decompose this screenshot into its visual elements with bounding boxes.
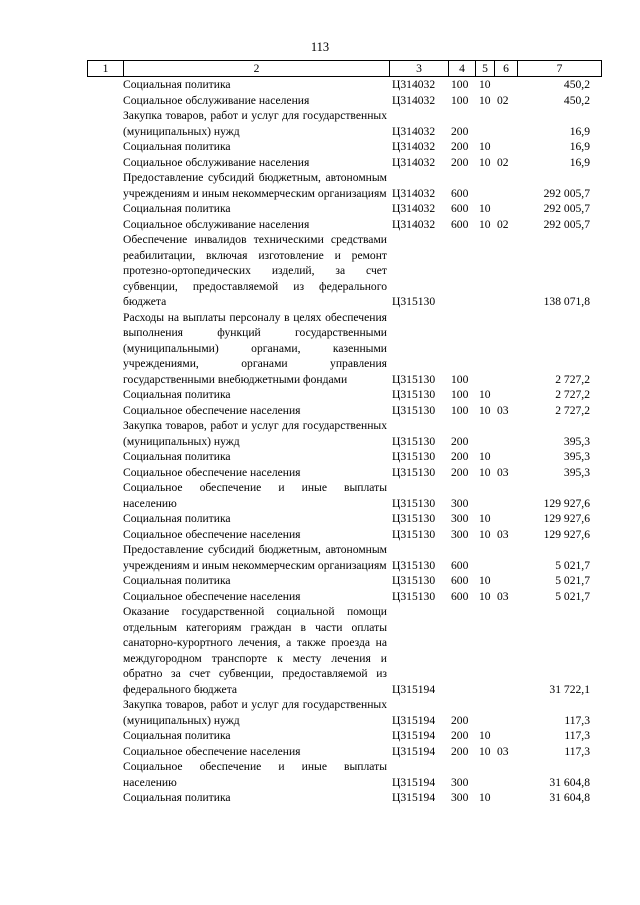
row-code: Ц315130 (392, 388, 436, 401)
row-amount: 395,3 (563, 434, 590, 448)
row-code: Ц315130 (392, 295, 436, 308)
row-code: Ц315130 (392, 558, 436, 572)
row-name: Социальное обслуживание населения (123, 217, 310, 231)
row-name: Социальное обеспечение населения (123, 589, 301, 603)
row-name: Социальная политика (123, 574, 231, 587)
table-row (87, 310, 602, 388)
row-name: Социальное обеспечение населения (123, 465, 301, 479)
table-row (87, 449, 602, 465)
row-name: Расходы на выплаты персоналу в целях обеспечения выполнения функций государственными (муниципальными) органами, казенными учреждениями, органами управления государственными внебюджетными фондами (123, 310, 387, 386)
row-name: Социальная политика (123, 78, 231, 91)
table-row (87, 465, 602, 481)
table-row (87, 108, 602, 139)
row-name: Социальная политика (123, 450, 231, 463)
row-type: 600 (451, 217, 469, 231)
row-code: Ц314032 (392, 140, 436, 153)
row-amount: 395,3 (563, 465, 590, 479)
row-amount: 129 927,6 (543, 512, 590, 525)
table-row (87, 744, 602, 760)
row-type: 100 (451, 93, 469, 107)
row-subsection: 02 (497, 217, 509, 231)
row-amount: 2 727,2 (555, 403, 590, 417)
row-type: 200 (451, 124, 469, 138)
header-col-1: 1 (87, 61, 123, 76)
row-code: Ц315194 (392, 775, 436, 789)
row-name: Закупка товаров, работ и услуг для государственных (муниципальных) нужд (123, 109, 387, 138)
row-amount: 5 021,7 (555, 558, 590, 572)
row-type: 300 (451, 527, 469, 541)
row-code: Ц315130 (392, 403, 436, 417)
row-section: 10 (479, 791, 491, 804)
table-row (87, 573, 602, 589)
row-section: 10 (479, 202, 491, 215)
row-name: Обеспечение инвалидов техническими средствами реабилитации, включая изготовление и ремонт протезно-ортопедических изделий, за счет субвенции, предоставляемой из федерального бюджета (123, 233, 387, 308)
row-subsection: 03 (497, 589, 509, 603)
row-name: Социальное обслуживание населения (123, 93, 310, 107)
row-amount: 129 927,6 (543, 527, 590, 541)
table-row (87, 155, 602, 171)
row-name: Закупка товаров, работ и услуг для государственных (муниципальных) нужд (123, 698, 387, 727)
row-section: 10 (479, 403, 491, 417)
row-section: 10 (479, 388, 491, 401)
table-row (87, 77, 602, 93)
row-type: 200 (451, 713, 469, 727)
row-section: 10 (479, 527, 491, 541)
row-amount: 31 722,1 (549, 682, 590, 696)
table-row (87, 217, 602, 233)
row-amount: 31 604,8 (549, 775, 590, 789)
row-section: 10 (479, 465, 491, 479)
row-name: Социальное обеспечение населения (123, 744, 301, 758)
row-subsection: 03 (497, 527, 509, 541)
row-section: 10 (479, 589, 491, 603)
row-type: 300 (451, 496, 469, 510)
row-type: 300 (451, 512, 469, 525)
row-type: 200 (451, 450, 469, 463)
table-row (87, 403, 602, 419)
table-row (87, 604, 602, 697)
row-code: Ц315130 (392, 589, 436, 603)
row-type: 100 (451, 372, 469, 386)
row-amount: 16,9 (569, 140, 590, 153)
row-type: 200 (451, 744, 469, 758)
row-name: Предоставление субсидий бюджетным, автономным учреждениям и иным некоммерческим организациям (123, 171, 387, 200)
row-code: Ц315194 (392, 744, 436, 758)
row-type: 600 (451, 186, 469, 200)
row-amount: 31 604,8 (549, 791, 590, 804)
table-row (87, 387, 602, 403)
row-amount: 2 727,2 (555, 372, 590, 386)
header-col-3: 3 (389, 61, 448, 76)
row-amount: 117,3 (564, 729, 590, 742)
table-body (87, 77, 602, 806)
row-amount: 450,2 (563, 93, 590, 107)
row-code: Ц315130 (392, 434, 436, 448)
row-code: Ц315130 (392, 465, 436, 479)
row-section: 10 (479, 574, 491, 587)
table-row (87, 527, 602, 543)
table-row (87, 542, 602, 573)
row-subsection: 02 (497, 155, 509, 169)
row-name: Социальная политика (123, 791, 231, 804)
row-name: Социальное обеспечение и иные выплаты населению (123, 760, 387, 789)
row-code: Ц315130 (392, 450, 436, 463)
row-code: Ц315130 (392, 496, 436, 510)
header-col-7: 7 (517, 61, 602, 76)
row-subsection: 03 (497, 465, 509, 479)
row-name: Социальная политика (123, 202, 231, 215)
row-amount: 2 727,2 (555, 388, 590, 401)
row-amount: 5 021,7 (555, 574, 590, 587)
row-type: 600 (451, 202, 469, 215)
row-subsection: 03 (497, 403, 509, 417)
row-name: Социальное обслуживание населения (123, 155, 310, 169)
row-subsection: 02 (497, 93, 509, 107)
row-type: 600 (451, 558, 469, 572)
row-code: Ц315130 (392, 527, 436, 541)
row-code: Ц314032 (392, 93, 436, 107)
row-type: 200 (451, 729, 469, 742)
row-name: Социальная политика (123, 140, 231, 153)
row-name: Социальная политика (123, 729, 231, 742)
row-section: 10 (479, 140, 491, 153)
row-amount: 129 927,6 (543, 496, 590, 510)
row-amount: 292 005,7 (543, 186, 590, 200)
row-code: Ц314032 (392, 202, 436, 215)
table-row (87, 728, 602, 744)
row-code: Ц314032 (392, 124, 436, 138)
table-row (87, 589, 602, 605)
budget-table (87, 60, 602, 806)
row-code: Ц315194 (392, 729, 436, 742)
row-amount: 16,9 (569, 155, 590, 169)
row-code: Ц314032 (392, 155, 436, 169)
row-type: 200 (451, 140, 469, 153)
row-code: Ц314032 (392, 78, 436, 91)
row-section: 10 (479, 217, 491, 231)
row-section: 10 (479, 744, 491, 758)
row-name: Социальное обеспечение и иные выплаты населению (123, 481, 387, 510)
row-type: 200 (451, 465, 469, 479)
header-col-6: 6 (494, 61, 517, 76)
table-row (87, 480, 602, 511)
table-row (87, 511, 602, 527)
row-name: Социальное обеспечение населения (123, 527, 301, 541)
row-code: Ц314032 (392, 217, 436, 231)
row-code: Ц315194 (392, 682, 436, 696)
row-name: Закупка товаров, работ и услуг для государственных (муниципальных) нужд (123, 419, 387, 448)
row-type: 300 (451, 791, 469, 804)
row-amount: 16,9 (569, 124, 590, 138)
row-type: 100 (451, 403, 469, 417)
table-row (87, 139, 602, 155)
header-col-2: 2 (123, 61, 389, 76)
table-row (87, 418, 602, 449)
table-row (87, 759, 602, 790)
row-code: Ц315130 (392, 512, 436, 525)
row-code: Ц315194 (392, 713, 436, 727)
table-row (87, 170, 602, 201)
header-col-4: 4 (448, 61, 475, 76)
row-name: Предоставление субсидий бюджетным, автономным учреждениям и иным некоммерческим организациям (123, 543, 387, 572)
header-col-5: 5 (475, 61, 494, 76)
table-row (87, 232, 602, 310)
row-code: Ц314032 (392, 186, 436, 200)
row-section: 10 (479, 450, 491, 463)
row-code: Ц315130 (392, 372, 436, 386)
row-type: 300 (451, 775, 469, 789)
row-section: 10 (479, 93, 491, 107)
row-type: 100 (451, 78, 469, 91)
row-type: 200 (451, 155, 469, 169)
row-amount: 138 071,8 (543, 295, 590, 308)
table-header (87, 60, 602, 77)
row-code: Ц315130 (392, 574, 436, 587)
row-type: 100 (451, 388, 469, 401)
row-amount: 395,3 (563, 450, 590, 463)
table-row (87, 93, 602, 109)
row-name: Оказание государственной социальной помощи отдельным категориям граждан в части оплаты санаторно-курортного лечения, а также проезда на междугородном транспорте к месту лечения и обратно за счет субвенции, предоставляемой из федерального бюджета (123, 605, 387, 696)
row-amount: 292 005,7 (543, 217, 590, 231)
row-amount: 5 021,7 (555, 589, 590, 603)
row-amount: 117,3 (564, 713, 590, 727)
row-amount: 450,2 (563, 78, 590, 91)
page-number: 113 (310, 40, 330, 54)
row-name: Социальная политика (123, 512, 231, 525)
row-type: 600 (451, 574, 469, 587)
table-row (87, 790, 602, 806)
row-section: 10 (479, 512, 491, 525)
row-amount: 117,3 (564, 744, 590, 758)
table-row (87, 697, 602, 728)
row-type: 600 (451, 589, 469, 603)
row-section: 10 (479, 729, 491, 742)
row-amount: 292 005,7 (543, 202, 590, 215)
row-section: 10 (479, 155, 491, 169)
row-code: Ц315194 (392, 791, 436, 804)
table-row (87, 201, 602, 217)
row-section: 10 (479, 78, 491, 91)
row-subsection: 03 (497, 744, 509, 758)
row-name: Социальное обеспечение населения (123, 403, 301, 417)
row-type: 200 (451, 434, 469, 448)
row-name: Социальная политика (123, 388, 231, 401)
